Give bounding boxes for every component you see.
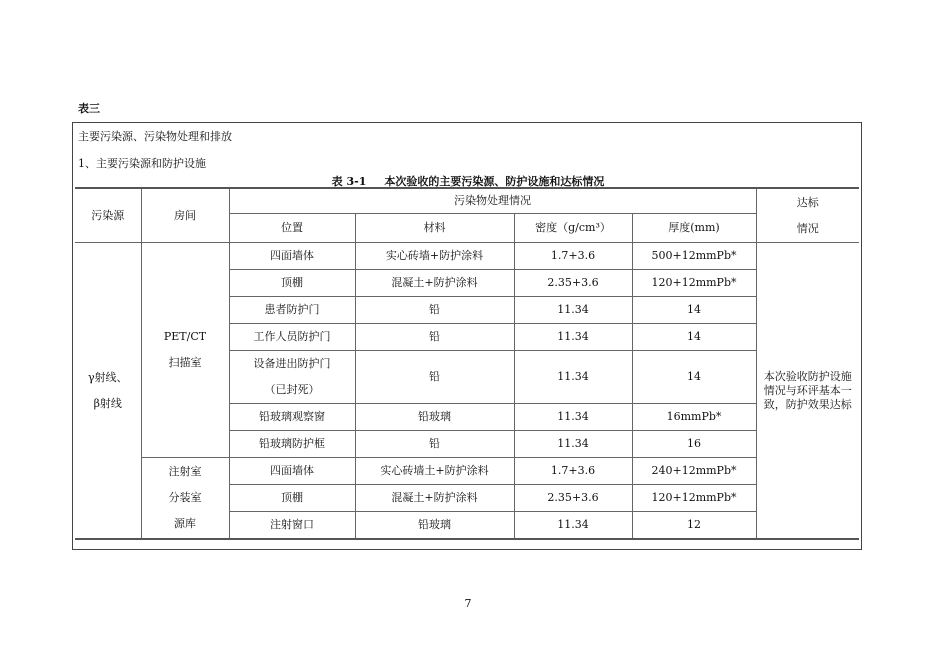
thickness-cell: 240+12mmPb*: [632, 458, 756, 485]
room-injection-line1: 注射室: [168, 465, 202, 478]
thickness-cell: 14: [632, 324, 756, 351]
density-cell: 11.34: [514, 431, 632, 458]
header-thickness: 厚度(mm): [632, 214, 756, 243]
thickness-cell: 120+12mmPb*: [632, 485, 756, 512]
thickness-cell: 16: [632, 431, 756, 458]
source-line1: γ射线、: [87, 370, 128, 384]
position-cell: 工作人员防护门: [229, 324, 355, 351]
density-cell: 2.35+3.6: [514, 270, 632, 297]
density-cell: 1.7+3.6: [514, 458, 632, 485]
density-cell: 1.7+3.6: [514, 243, 632, 270]
section-title: 主要污染源、污染物处理和排放: [78, 130, 232, 143]
material-cell: 实心砖墙土+防护涂料: [355, 458, 514, 485]
header-treatment: 污染物处理情况: [229, 188, 756, 214]
position-cell: 顶棚: [229, 270, 355, 297]
material-cell: 铅: [355, 351, 514, 404]
density-cell: 11.34: [514, 351, 632, 404]
page-number: 7: [464, 597, 472, 610]
thickness-cell: 500+12mmPb*: [632, 243, 756, 270]
density-cell: 11.34: [514, 297, 632, 324]
thickness-cell: 14: [632, 351, 756, 404]
material-cell: 铅: [355, 431, 514, 458]
density-cell: 11.34: [514, 324, 632, 351]
density-cell: 2.35+3.6: [514, 485, 632, 512]
header-room: 房间: [141, 188, 229, 243]
position-cell: 铅玻璃防护框: [229, 431, 355, 458]
position-line1: 设备进出防护门: [253, 357, 331, 370]
pollution-source-table: [75, 187, 859, 540]
table-caption-number: 表 3-1: [331, 175, 367, 188]
header-density: 密度（g/cm³）: [514, 214, 632, 243]
room-injection-line2: 分装室: [168, 491, 202, 504]
material-cell: 混凝土+防护涂料: [355, 485, 514, 512]
room-injection: [141, 458, 229, 540]
material-cell: 铅玻璃: [355, 404, 514, 431]
material-cell: 铅: [355, 324, 514, 351]
thickness-cell: 12: [632, 512, 756, 540]
thickness-cell: 14: [632, 297, 756, 324]
material-cell: 混凝土+防护涂料: [355, 270, 514, 297]
position-line2: （已封死）: [264, 383, 320, 396]
header-compliance-line1: 达标: [796, 195, 819, 209]
header-compliance: [756, 188, 859, 243]
header-position: 位置: [229, 214, 355, 243]
room-pet-ct-line1: PET/CT: [163, 330, 207, 343]
room-pet-ct: [141, 243, 229, 458]
header-source: 污染源: [75, 188, 141, 243]
header-material: 材料: [355, 214, 514, 243]
table-row: [75, 458, 859, 485]
section-heading: 表三: [78, 102, 100, 115]
material-cell: 实心砖墙+防护涂料: [355, 243, 514, 270]
room-pet-ct-line2: 扫描室: [168, 356, 202, 369]
density-cell: 11.34: [514, 512, 632, 540]
table-caption-text: 本次验收的主要污染源、防护设施和达标情况: [384, 175, 605, 188]
density-cell: 11.34: [514, 404, 632, 431]
room-injection-line3: 源库: [174, 517, 196, 530]
table-row: [75, 243, 859, 270]
position-cell: [229, 351, 355, 404]
position-cell: 注射窗口: [229, 512, 355, 540]
subsection-title: 1、主要污染源和防护设施: [78, 157, 206, 170]
material-cell: 铅: [355, 297, 514, 324]
position-cell: 铅玻璃观察窗: [229, 404, 355, 431]
source-cell: [75, 243, 141, 540]
position-cell: 患者防护门: [229, 297, 355, 324]
header-compliance-line2: 情况: [796, 221, 819, 235]
thickness-cell: 120+12mmPb*: [632, 270, 756, 297]
thickness-cell: 16mmPb*: [632, 404, 756, 431]
position-cell: 四面墙体: [229, 458, 355, 485]
position-cell: 四面墙体: [229, 243, 355, 270]
compliance-cell: 本次验收防护设施情况与环评基本一致，防护效果达标: [756, 243, 859, 540]
table-header-row: [75, 188, 859, 214]
material-cell: 铅玻璃: [355, 512, 514, 540]
position-cell: 顶棚: [229, 485, 355, 512]
source-line2: β射线: [93, 396, 122, 410]
